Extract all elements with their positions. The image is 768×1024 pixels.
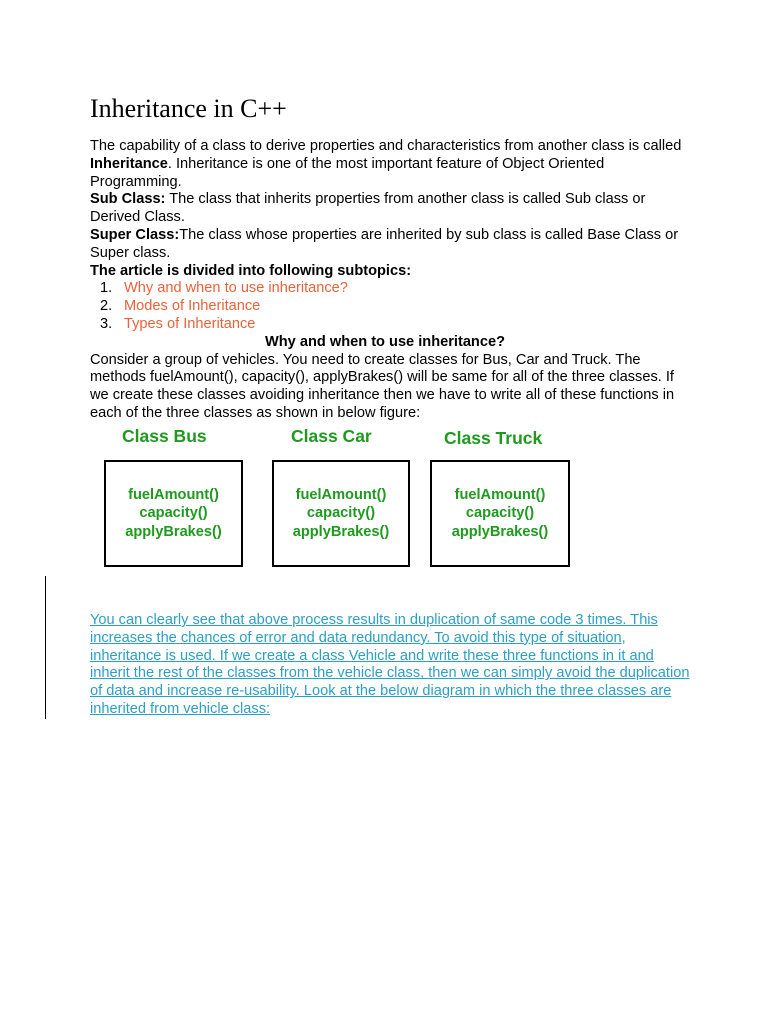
- section-heading: Why and when to use inheritance?: [264, 333, 505, 350]
- subtopic-link-types[interactable]: Types of Inheritance: [124, 315, 256, 332]
- sub-class-text: The class that inherits properties from another class is called Sub class or Derived Class.: [90, 191, 646, 226]
- method-capacity: capacity(): [465, 505, 535, 522]
- list-number: 1.: [100, 280, 113, 297]
- subtopics-list: [90, 280, 690, 333]
- sub-class-label: Sub Class:: [90, 191, 166, 208]
- list-item: [100, 316, 690, 334]
- list-number: 3.: [100, 315, 113, 332]
- super-class-text: The class whose properties are inherited by sub class is called Base Class or Super class.: [90, 226, 679, 261]
- method-fuel-amount: fuelAmount(): [454, 486, 546, 503]
- method-capacity: capacity(): [139, 505, 208, 522]
- method-fuel-amount: fuelAmount(): [295, 486, 387, 503]
- section-paragraph: Consider a group of vehicles. You need to create classes for Bus, Car and Truck. The methods fuelAmount(), capacity(), applyBrakes() will be same for all of the three classes. If we create these classes avoiding inheritance then we have to write all of these functions in each of the three classes as shown in below figure:: [90, 351, 675, 421]
- class-car-title: Class Car: [291, 426, 372, 446]
- page-title: Inheritance in C++: [90, 94, 287, 123]
- class-duplication-figure: [98, 420, 578, 580]
- intro-paragraph: [90, 138, 690, 191]
- subtopics-heading-text: The article is divided into following subtopics:: [90, 262, 412, 279]
- method-apply-brakes: applyBrakes(): [125, 523, 222, 540]
- linked-paragraph[interactable]: You can clearly see that above process results in duplication of same code 3 times. This increases the chances of error and data redundancy. To avoid this type of situation, inheritance is used. If we create a class Vehicle and write these three functions in it and inherit the rest of the classes from the vehicle class, then we can simply avoid the duplication of data and increase re-usability. Look at the below diagram in which the three classes are inherited from vehicle class:: [90, 612, 690, 717]
- method-apply-brakes: applyBrakes(): [292, 523, 390, 540]
- list-item: [100, 298, 690, 316]
- list-number: 2.: [100, 298, 113, 315]
- class-bus-title: Class Bus: [122, 426, 207, 446]
- article-body: [90, 138, 690, 423]
- class-car-box: [272, 460, 410, 567]
- class-truck-title: Class Truck: [444, 428, 543, 448]
- class-bus-box: [104, 460, 243, 567]
- sub-class-definition: [90, 191, 690, 227]
- super-class-label: Super Class:: [90, 226, 180, 243]
- method-apply-brakes: applyBrakes(): [451, 523, 549, 540]
- list-item: [100, 280, 690, 298]
- class-truck-box: [430, 460, 570, 567]
- subtopic-link-modes[interactable]: Modes of Inheritance: [124, 298, 261, 315]
- margin-change-bar: [45, 576, 46, 719]
- intro-text-2: . Inheritance is one of the most important feature of Object Oriented Programming.: [90, 155, 605, 190]
- subtopics-heading: [90, 263, 690, 281]
- method-capacity: capacity(): [306, 505, 376, 522]
- super-class-definition: [90, 227, 690, 263]
- intro-text-1: The capability of a class to derive properties and characteristics from another class is called: [90, 138, 682, 154]
- method-fuel-amount: fuelAmount(): [128, 486, 219, 503]
- subtopic-link-why-when[interactable]: Why and when to use inheritance?: [124, 280, 348, 297]
- intro-bold-term: Inheritance: [90, 155, 168, 172]
